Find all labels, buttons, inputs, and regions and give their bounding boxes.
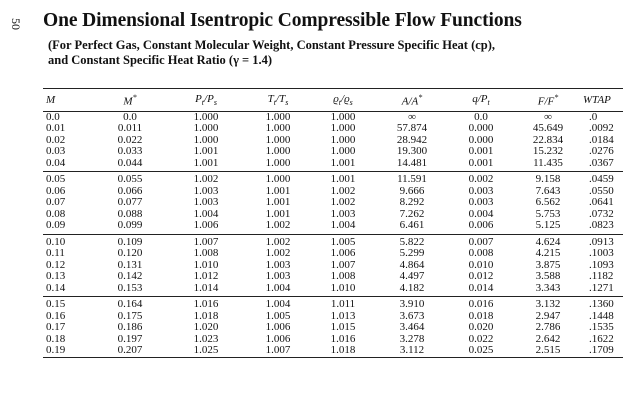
cell-mach: 0.0 [46,110,60,123]
cell-dynamic-pressure-ratio: 0.002 [468,173,494,186]
cell-density-ratio: 1.002 [330,184,356,197]
cell-temperature-ratio: 1.007 [245,345,311,357]
cell-area-ratio: 14.481 [375,158,449,172]
cell-wtap: .0913 [589,235,614,248]
cell-area-ratio: 9.666 [399,184,425,197]
cell-area-ratio: 6.461 [375,220,449,234]
cell-area-ratio: 3.278 [399,332,425,345]
cell-density-ratio: 1.000 [330,133,356,146]
header-row [43,89,623,112]
cell-mach-star: 0.088 [117,207,143,220]
cell-dynamic-pressure-ratio: 0.000 [468,122,494,135]
cell-mach: 0.16 [46,309,66,322]
cell-impulse-ratio: 7.643 [535,184,561,197]
cell-density-ratio: 1.006 [330,247,356,260]
cell-pressure-ratio: 1.014 [167,283,245,297]
cell-mach-star: 0.066 [117,184,143,197]
cell-mach: 0.03 [46,145,66,158]
cell-dynamic-pressure-ratio: 0.000 [468,133,494,146]
table-row [43,123,623,135]
cell-density-ratio: 1.003 [330,207,356,220]
cell-mach-star: 0.099 [93,220,167,234]
cell-impulse-ratio: 9.158 [535,173,561,186]
cell-dynamic-pressure-ratio: 0.018 [468,309,494,322]
table-row [43,158,623,172]
cell-temperature-ratio: 1.001 [265,184,291,197]
page-subtitle [48,38,495,68]
cell-dynamic-pressure-ratio: 0.025 [449,345,513,357]
cell-pressure-ratio: 1.012 [193,270,219,283]
table-row [43,220,623,234]
cell-pressure-ratio: 1.025 [167,345,245,357]
cell-temperature-ratio: 1.001 [265,207,291,220]
cell-density-ratio: 1.018 [311,345,375,357]
cell-wtap: .1360 [589,298,614,311]
cell-pressure-ratio: 1.018 [193,309,219,322]
cell-temperature-ratio: 1.000 [265,110,291,123]
cell-mach-star: 0.055 [117,173,143,186]
cell-mach-star: 0.033 [117,145,143,158]
header-temperature-ratio: $T_t/T_s$ [245,89,311,112]
table-header [43,89,623,112]
cell-pressure-ratio: 1.004 [193,207,219,220]
cell-density-ratio: 1.008 [330,270,356,283]
cell-area-ratio: 3.112 [375,345,449,357]
cell-impulse-ratio: 15.232 [532,145,564,158]
table-row [43,146,623,158]
cell-dynamic-pressure-ratio: 0.008 [468,247,494,260]
cell-pressure-ratio: 1.016 [193,298,219,311]
cell-wtap: .1182 [589,270,614,283]
subtitle-line-2: and Constant Specific Heat Ratio (γ = 1.4) [48,53,273,67]
cell-area-ratio: 3.910 [399,298,425,311]
cell-impulse-ratio: 2.642 [535,332,561,345]
cell-impulse-ratio: 3.132 [535,298,561,311]
cell-pressure-ratio: 1.020 [193,321,219,334]
cell-mach-star: 0.142 [117,270,143,283]
cell-temperature-ratio: 1.000 [265,145,291,158]
cell-wtap: .0459 [589,173,614,186]
cell-dynamic-pressure-ratio: 0.014 [449,283,513,297]
cell-impulse-ratio: 2.947 [535,309,561,322]
cell-density-ratio: 1.005 [330,235,356,248]
cell-wtap: .1003 [589,247,614,260]
cell-temperature-ratio: 1.006 [265,321,291,334]
cell-temperature-ratio: 1.002 [265,235,291,248]
cell-area-ratio: 4.182 [375,283,449,297]
cell-impulse-ratio: 3.588 [535,270,561,283]
cell-temperature-ratio: 1.004 [245,283,311,297]
cell-impulse-ratio: 11.435 [513,158,583,172]
cell-pressure-ratio: 1.007 [193,235,219,248]
cell-dynamic-pressure-ratio: 0.003 [468,184,494,197]
cell-density-ratio: 1.001 [311,158,375,172]
cell-temperature-ratio: 1.003 [265,258,291,271]
cell-wtap: .1271 [583,283,623,297]
cell-dynamic-pressure-ratio: 0.001 [468,145,494,158]
cell-wtap: .0 [589,110,598,123]
cell-mach: 0.15 [46,298,66,311]
cell-dynamic-pressure-ratio: 0.006 [449,220,513,234]
cell-impulse-ratio: 6.562 [535,196,561,209]
cell-mach-star: 0.044 [93,158,167,172]
cell-dynamic-pressure-ratio: 0.020 [468,321,494,334]
cell-area-ratio: 11.591 [397,173,427,186]
cell-mach-star: 0.175 [117,309,143,322]
cell-wtap: .1448 [589,309,614,322]
cell-mach-star: 0.186 [117,321,143,334]
cell-temperature-ratio: 1.001 [265,196,291,209]
cell-temperature-ratio: 1.000 [265,122,291,135]
cell-area-ratio: ∞ [408,110,416,123]
cell-wtap: .1093 [589,258,614,271]
cell-area-ratio: 28.942 [396,133,428,146]
cell-pressure-ratio: 1.001 [193,145,219,158]
cell-density-ratio: 1.007 [330,258,356,271]
cell-dynamic-pressure-ratio: 0.003 [468,196,494,209]
cell-density-ratio: 1.000 [330,110,356,123]
table-row [43,271,623,283]
cell-area-ratio: 3.673 [399,309,425,322]
cell-area-ratio: 5.822 [399,235,425,248]
cell-area-ratio: 4.497 [399,270,425,283]
cell-mach-star: 0.077 [117,196,143,209]
cell-mach: 0.18 [46,332,66,345]
cell-wtap: .1622 [589,332,614,345]
page-title: One Dimensional Isentropic Compressible Flow Functions [43,10,522,31]
cell-temperature-ratio: 1.002 [245,220,311,234]
cell-pressure-ratio: 1.003 [193,196,219,209]
cell-impulse-ratio: 4.215 [535,247,561,260]
cell-pressure-ratio: 1.000 [193,122,219,135]
header-pressure-ratio: $P_t/P_s$ [167,89,245,112]
cell-temperature-ratio: 1.003 [265,270,291,283]
header-mach-star: M* [93,89,167,112]
cell-pressure-ratio: 1.003 [193,184,219,197]
cell-impulse-ratio: 45.649 [532,122,564,135]
cell-wtap: .1709 [583,345,623,357]
header-density-ratio: $ϱ_t/ϱ_s$ [311,89,375,112]
cell-impulse-ratio: 2.786 [535,321,561,334]
cell-mach: 0.13 [46,270,66,283]
cell-density-ratio: 1.001 [330,173,356,186]
header-area-ratio: A/A* [375,89,449,112]
table-row [43,197,623,209]
cell-temperature-ratio: 1.006 [265,332,291,345]
cell-dynamic-pressure-ratio: 0.022 [468,332,494,345]
table-row [43,248,623,260]
cell-wtap: .0732 [589,207,614,220]
cell-dynamic-pressure-ratio: 0.007 [468,235,494,248]
cell-density-ratio: 1.000 [330,122,356,135]
cell-wtap: .0184 [589,133,614,146]
cell-temperature-ratio: 1.005 [265,309,291,322]
cell-dynamic-pressure-ratio: 0.010 [468,258,494,271]
cell-temperature-ratio: 1.004 [265,298,291,311]
cell-area-ratio: 57.874 [396,122,428,135]
cell-density-ratio: 1.004 [311,220,375,234]
cell-density-ratio: 1.002 [330,196,356,209]
cell-mach-star: 0.120 [117,247,143,260]
cell-pressure-ratio: 1.010 [193,258,219,271]
cell-pressure-ratio: 1.001 [167,158,245,172]
cell-mach: 0.19 [43,345,93,357]
cell-impulse-ratio: 22.834 [532,133,564,146]
header-mach: M [43,89,93,112]
cell-dynamic-pressure-ratio: 0.001 [449,158,513,172]
cell-temperature-ratio: 1.000 [265,133,291,146]
cell-wtap: .0823 [583,220,623,234]
cell-impulse-ratio: 5.125 [513,220,583,234]
table-row [43,345,623,357]
cell-wtap: .1535 [589,321,614,334]
table-body [43,111,623,357]
cell-pressure-ratio: 1.006 [167,220,245,234]
cell-dynamic-pressure-ratio: 0.004 [468,207,494,220]
cell-mach-star: 0.0 [123,110,137,123]
cell-temperature-ratio: 1.002 [265,247,291,260]
cell-mach: 0.05 [46,173,66,186]
page-number: 50 [9,18,23,30]
cell-mach: 0.07 [46,196,66,209]
cell-density-ratio: 1.013 [330,309,356,322]
cell-area-ratio: 4.864 [399,258,425,271]
cell-mach: 0.14 [43,283,93,297]
table-row [43,322,623,334]
cell-area-ratio: 3.464 [399,321,425,334]
cell-mach-star: 0.153 [93,283,167,297]
cell-pressure-ratio: 1.008 [193,247,219,260]
cell-mach: 0.09 [43,220,93,234]
cell-density-ratio: 1.011 [330,298,356,311]
cell-wtap: .0367 [583,158,623,172]
cell-impulse-ratio: 3.875 [535,258,561,271]
cell-impulse-ratio: ∞ [544,110,552,123]
table-row [43,283,623,297]
cell-dynamic-pressure-ratio: 0.0 [474,110,488,123]
cell-impulse-ratio: 2.515 [513,345,583,357]
flow-functions-table [43,88,623,358]
cell-pressure-ratio: 1.002 [193,173,219,186]
cell-pressure-ratio: 1.000 [193,133,219,146]
cell-mach-star: 0.011 [117,122,143,135]
cell-mach-star: 0.131 [117,258,143,271]
header-dynamic-pressure-ratio: $q/P_t$ [449,89,513,112]
cell-mach: 0.17 [46,321,66,334]
cell-mach: 0.06 [46,184,66,197]
cell-density-ratio: 1.016 [330,332,356,345]
cell-area-ratio: 8.292 [399,196,425,209]
cell-area-ratio: 7.262 [399,207,425,220]
cell-mach: 0.01 [46,122,66,135]
cell-dynamic-pressure-ratio: 0.012 [468,270,494,283]
cell-impulse-ratio: 4.624 [535,235,561,248]
cell-pressure-ratio: 1.000 [193,110,219,123]
cell-mach-star: 0.022 [117,133,143,146]
flow-functions-table-container [43,88,623,358]
cell-wtap: .0276 [589,145,614,158]
cell-wtap: .0092 [589,122,614,135]
cell-mach: 0.02 [46,133,66,146]
table-row [43,297,623,311]
cell-temperature-ratio: 1.000 [245,158,311,172]
subtitle-line-1: (For Perfect Gas, Constant Molecular Weight, Constant Pressure Specific Heat (cp), [48,38,496,52]
cell-temperature-ratio: 1.000 [265,173,291,186]
cell-mach-star: 0.207 [93,345,167,357]
cell-mach-star: 0.164 [117,298,143,311]
cell-mach: 0.11 [46,247,65,260]
cell-mach: 0.08 [46,207,66,220]
cell-wtap: .0550 [589,184,614,197]
cell-area-ratio: 5.299 [399,247,425,260]
header-wtap: WTAP [583,89,623,112]
cell-mach-star: 0.197 [117,332,143,345]
table-row [43,172,623,186]
header-impulse-ratio: F/F* [513,89,583,112]
cell-density-ratio: 1.010 [311,283,375,297]
cell-mach: 0.12 [46,258,66,271]
cell-mach-star: 0.109 [117,235,143,248]
cell-density-ratio: 1.015 [330,321,356,334]
cell-mach: 0.04 [43,158,93,172]
cell-impulse-ratio: 3.343 [513,283,583,297]
cell-pressure-ratio: 1.023 [193,332,219,345]
cell-impulse-ratio: 5.753 [535,207,561,220]
cell-area-ratio: 19.300 [396,145,428,158]
table-row [43,234,623,248]
cell-dynamic-pressure-ratio: 0.016 [468,298,494,311]
cell-density-ratio: 1.000 [330,145,356,158]
cell-mach: 0.10 [46,235,66,248]
cell-wtap: .0641 [589,196,614,209]
